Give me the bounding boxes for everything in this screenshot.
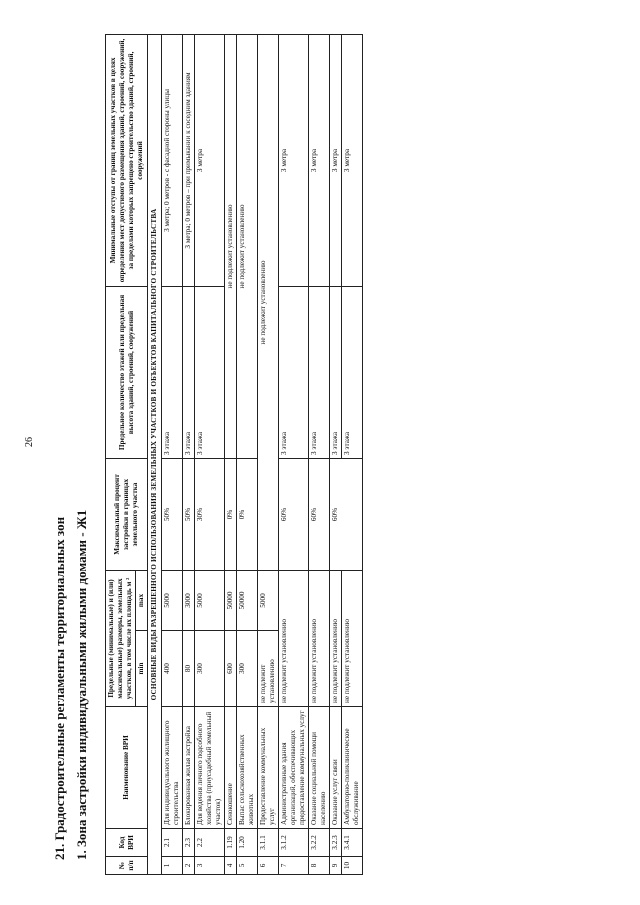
cell-percent: 60% (309, 458, 330, 570)
cell-name: Оказание услуг связи (330, 707, 342, 829)
table-row (279, 34, 309, 874)
cell-num: 8 (309, 857, 330, 875)
cell-code: 2.2 (195, 829, 225, 857)
header-percent: Максимальный процент застройки в границах земельного участка (106, 458, 148, 570)
page-number: 26 (24, 437, 35, 447)
cell-minmax: не подлежит установлению (309, 570, 330, 706)
cell-name: Блокированная жилая застройка (183, 707, 195, 829)
cell-num: 1 (162, 857, 183, 875)
cell-code: 3.1.2 (279, 829, 309, 857)
cell-floors: 3 этажа (330, 286, 342, 458)
document-heading (52, 0, 90, 860)
cell-name: Для ведения личного подсобного хозяйства (приусадебный земельный участок) (195, 707, 225, 829)
cell-setback: 3 метра (279, 34, 309, 286)
zone-title: 1. Зона застройки индивидуальными жилыми домами - Ж1 (74, 509, 89, 860)
cell-floors: 3 этажа (342, 286, 363, 458)
cell-floors: 3 этажа (183, 286, 195, 458)
header-setback: Минимальные отступы от границ земельных участков в целях определения мест допустимого размещения зданий, строений, сооружений, за пределами которых запрещено строительство зданий, строений, сооружений (106, 34, 148, 286)
cell-min: 300 (237, 631, 258, 707)
regulations-table (105, 34, 363, 875)
cell-name: Сенокошение (225, 707, 237, 829)
cell-num: 4 (225, 857, 237, 875)
cell-max: 5000 (195, 570, 225, 630)
table-row (309, 34, 330, 874)
cell-setback: 3 метра (342, 34, 363, 286)
cell-code: 1.20 (237, 829, 258, 857)
header-max: max (136, 570, 148, 630)
section-title: 21. Градостроительные регламенты территориальных зон (52, 516, 67, 860)
cell-num: 10 (342, 857, 363, 875)
cell-code: 1.19 (225, 829, 237, 857)
cell-floors: 3 этажа (195, 286, 225, 458)
cell-name: Для индивидуального жилищного строительства (162, 707, 183, 829)
cell-min: 600 (225, 631, 237, 707)
table-row (258, 34, 279, 874)
header-min: min (136, 631, 148, 707)
cell-setback: 3 метра (309, 34, 330, 286)
cell-name: Административные здания организаций, обеспечивающих предоставление коммунальных услуг (279, 707, 309, 829)
cell-min: 80 (183, 631, 195, 707)
cell-floors: 3 этажа (309, 286, 330, 458)
cell-max: 3000 (183, 570, 195, 630)
cell-min: 300 (195, 631, 225, 707)
cell-floors: 3 этажа (162, 286, 183, 458)
cell-code: 3.1.1 (258, 829, 279, 857)
table-row (342, 34, 363, 874)
cell-name: Амбулаторно-поликлиническое обслуживание (342, 707, 363, 829)
cell-code: 2.1 (162, 829, 183, 857)
section-label: ОСНОВНЫЕ ВИДЫ РАЗРЕШЕННОГО ИСПОЛЬЗОВАНИЯ ЗЕМЕЛЬНЫХ УЧАСТКОВ И ОБЪЕКТОВ КАПИТАЛЬНОГО СТРОИТЕЛЬСТВА (148, 34, 162, 874)
table-row (183, 34, 195, 874)
cell-minmax: не подлежит установлению (279, 570, 309, 706)
cell-num: 7 (279, 857, 309, 875)
cell-percent: 60% (330, 458, 363, 570)
cell-percent: 60% (279, 458, 309, 570)
cell-code: 3.4.1 (342, 829, 363, 857)
table-header-row (106, 34, 136, 874)
header-num: № п/п (106, 857, 148, 875)
cell-max: 50000 (225, 570, 237, 630)
cell-percent-floors-setback: не подлежит установлению (258, 34, 279, 570)
cell-code: 3.2.3 (330, 829, 342, 857)
cell-num: 5 (237, 857, 258, 875)
cell-percent: 0% (237, 458, 258, 570)
header-size: Предельные (минимальные) и (или) максимальные) размеры, земельных участков, в том числе их площадь м ² (106, 570, 136, 706)
regulations-table-wrapper (105, 35, 623, 875)
table-row (330, 34, 342, 874)
cell-percent: 0% (225, 458, 237, 570)
cell-minmax: не подлежит установлению (342, 570, 363, 706)
cell-minmax: не подлежит установлению (330, 570, 342, 706)
header-code: Код ВРИ (106, 829, 148, 857)
cell-name: Выпас сельскохозяйственных животных (237, 707, 258, 829)
cell-percent: 50% (162, 458, 183, 570)
cell-num: 6 (258, 857, 279, 875)
header-name: Наименование ВРИ (106, 707, 148, 829)
cell-floors: 3 этажа (279, 286, 309, 458)
cell-floors-setback: не подлежит установлению (225, 34, 237, 458)
cell-num: 9 (330, 857, 342, 875)
cell-setback: 3 метра; 0 метров - с фасадной стороны улицы (162, 34, 183, 286)
table-row (237, 34, 258, 874)
cell-floors-setback: не подлежит установлению (237, 34, 258, 458)
cell-percent: 50% (183, 458, 195, 570)
cell-min: 400 (162, 631, 183, 707)
cell-percent: 30% (195, 458, 225, 570)
cell-setback: 3 метра (330, 34, 342, 286)
section-row (148, 34, 162, 874)
cell-name: Предоставление коммунальных услуг (258, 707, 279, 829)
cell-num: 2 (183, 857, 195, 875)
cell-min: не подлежит установлению (258, 631, 279, 707)
cell-num: 3 (195, 857, 225, 875)
table-row (225, 34, 237, 874)
cell-max: 5000 (258, 570, 279, 630)
cell-setback: 3 метра (195, 34, 225, 286)
table-row (195, 34, 225, 874)
cell-max: 5000 (162, 570, 183, 630)
table-row (162, 34, 183, 874)
cell-max: 50000 (237, 570, 258, 630)
cell-code: 3.2.2 (309, 829, 330, 857)
cell-setback: 3 метра; 0 метров – при примыкании к соседним зданиям (183, 34, 195, 286)
cell-name: Оказание социальной помощи населению (309, 707, 330, 829)
cell-code: 2.3 (183, 829, 195, 857)
header-floors: Предельное количество этажей или предельная высота зданий, строений, сооружений (106, 286, 148, 458)
